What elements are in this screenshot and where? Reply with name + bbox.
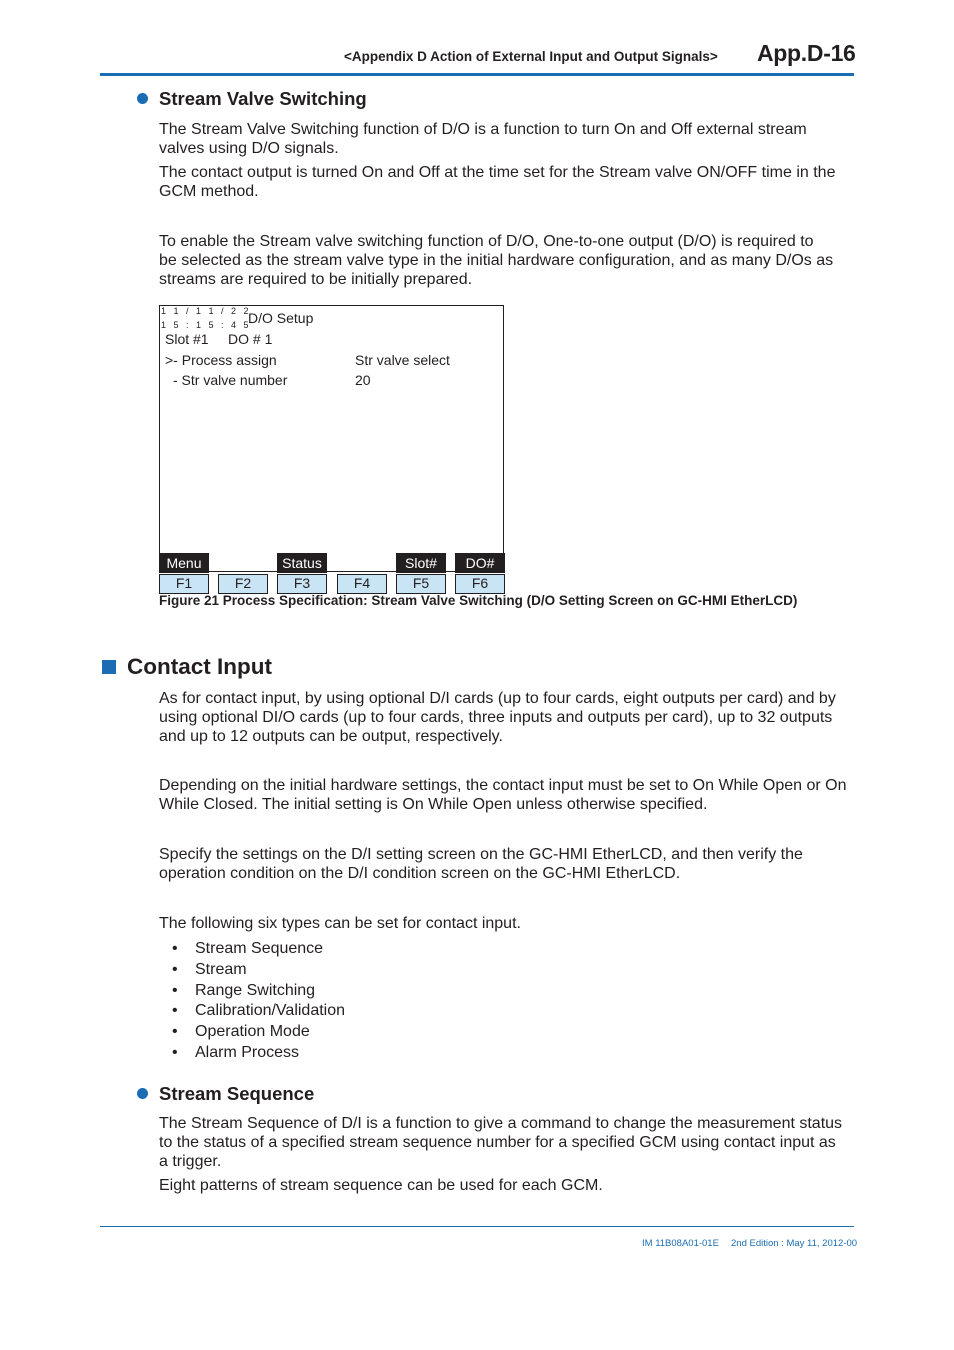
- list-item: Calibration/Validation: [195, 1002, 346, 1019]
- text-line: using optional DI/O cards (up to four cards, three inputs and outputs per card), up to 32 outputs: [159, 708, 833, 726]
- list-bullet-icon: •: [172, 982, 178, 999]
- lcd-title: D/O Setup: [248, 310, 314, 326]
- header-rule: [100, 73, 854, 76]
- bullet-dot-icon: [137, 1088, 148, 1099]
- footer-rule: [100, 1226, 854, 1227]
- list-item: Stream Sequence: [195, 940, 324, 957]
- text-line: be selected as the stream valve type in the initial hardware configuration, and as many D/Os as: [159, 251, 834, 269]
- softkey-status[interactable]: Status: [277, 553, 327, 573]
- list-item: Operation Mode: [195, 1023, 310, 1040]
- contact-input-paragraph-3: [159, 846, 859, 884]
- text-line: As for contact input, by using optional D/I cards (up to four cards, eight outputs per card) and by: [159, 690, 836, 707]
- stream-valve-paragraph-3: [159, 233, 859, 289]
- text-line: Specify the settings on the D/I setting screen on the GC-HMI EtherLCD, and then verify the: [159, 846, 803, 863]
- softkey-menu[interactable]: Menu: [159, 553, 209, 573]
- text-line: The Stream Valve Switching function of D/O is a function to turn On and Off external stream: [159, 121, 807, 138]
- text-line: Depending on the initial hardware settings, the contact input must be set to On While Open or On: [159, 777, 847, 794]
- f2-key[interactable]: F2: [218, 574, 268, 594]
- stream-sequence-heading: Stream Sequence: [159, 1083, 315, 1104]
- f5-key[interactable]: F5: [396, 574, 446, 594]
- contact-input-paragraph-1: [159, 690, 859, 746]
- square-bullet-icon: [102, 660, 116, 674]
- contact-input-paragraph-2: [159, 777, 859, 815]
- f3-key[interactable]: F3: [277, 574, 327, 594]
- text-line: streams are required to be initially prepared.: [159, 270, 473, 288]
- text-line: operation condition on the D/I condition screen on the GC-HMI EtherLCD.: [159, 864, 681, 882]
- text-line: The following six types can be set for contact input.: [159, 915, 521, 932]
- contact-input-paragraph-4: [159, 915, 859, 934]
- list-bullet-icon: •: [172, 961, 178, 978]
- bullet-dot-icon: [137, 93, 148, 104]
- text-line: valves using D/O signals.: [159, 139, 339, 157]
- stream-valve-heading: Stream Valve Switching: [159, 88, 367, 109]
- f6-key[interactable]: F6: [455, 574, 505, 594]
- lcd-date: 1 1 / 1 1 / 2 2: [161, 306, 252, 316]
- figure-caption: Figure 21 Process Specification: Stream Valve Switching (D/O Setting Screen on GC-HMI EtherLCD): [159, 593, 798, 608]
- edition-date: 2nd Edition : May 11, 2012-00: [731, 1238, 858, 1249]
- lcd-process-assign-label[interactable]: >- Process assign: [165, 352, 277, 368]
- running-header: <Appendix D Action of External Input and Output Signals>: [344, 49, 718, 64]
- lcd-slot: Slot #1: [165, 331, 209, 347]
- f4-key[interactable]: F4: [337, 574, 387, 594]
- text-line: a trigger.: [159, 1152, 222, 1170]
- list-item: Range Switching: [195, 982, 316, 999]
- text-line: to the status of a specified stream sequence number for a specified GCM using contact input as: [159, 1133, 836, 1151]
- contact-input-heading: Contact Input: [127, 654, 272, 679]
- document-id: IM 11B08A01-01E: [642, 1238, 719, 1249]
- do-setup-screen: [159, 305, 504, 572]
- lcd-time: 1 5 : 1 5 : 4 5: [161, 320, 252, 330]
- stream-valve-paragraph-1: [159, 121, 859, 159]
- text-line: and up to 12 outputs can be output, respectively.: [159, 727, 503, 745]
- list-bullet-icon: •: [172, 1044, 178, 1061]
- text-line: While Closed. The initial setting is On While Open unless otherwise specified.: [159, 795, 708, 813]
- f1-key[interactable]: F1: [159, 574, 209, 594]
- text-line: GCM method.: [159, 182, 259, 200]
- stream-sequence-paragraph-2: [159, 1177, 859, 1196]
- text-line: To enable the Stream valve switching function of D/O, One-to-one output (D/O) is required to: [159, 233, 814, 250]
- lcd-do-number: DO # 1: [228, 331, 273, 347]
- softkey-do[interactable]: DO#: [455, 553, 505, 573]
- list-bullet-icon: •: [172, 1002, 178, 1019]
- list-bullet-icon: •: [172, 940, 178, 957]
- stream-valve-paragraph-2: [159, 164, 859, 202]
- list-item: Alarm Process: [195, 1044, 300, 1061]
- stream-sequence-paragraph-1: [159, 1115, 859, 1171]
- text-line: Eight patterns of stream sequence can be used for each GCM.: [159, 1177, 603, 1194]
- lcd-str-valve-number-value: 20: [355, 372, 371, 388]
- list-bullet-icon: •: [172, 1023, 178, 1040]
- page-number: App.D-16: [757, 40, 856, 66]
- softkey-slot[interactable]: Slot#: [396, 553, 446, 573]
- text-line: The Stream Sequence of D/I is a function to give a command to change the measurement status: [159, 1115, 843, 1132]
- list-item: Stream: [195, 961, 247, 978]
- lcd-process-assign-value: Str valve select: [355, 352, 450, 368]
- text-line: The contact output is turned On and Off at the time set for the Stream valve ON/OFF time in the: [159, 164, 836, 181]
- lcd-str-valve-number-label[interactable]: - Str valve number: [173, 372, 288, 388]
